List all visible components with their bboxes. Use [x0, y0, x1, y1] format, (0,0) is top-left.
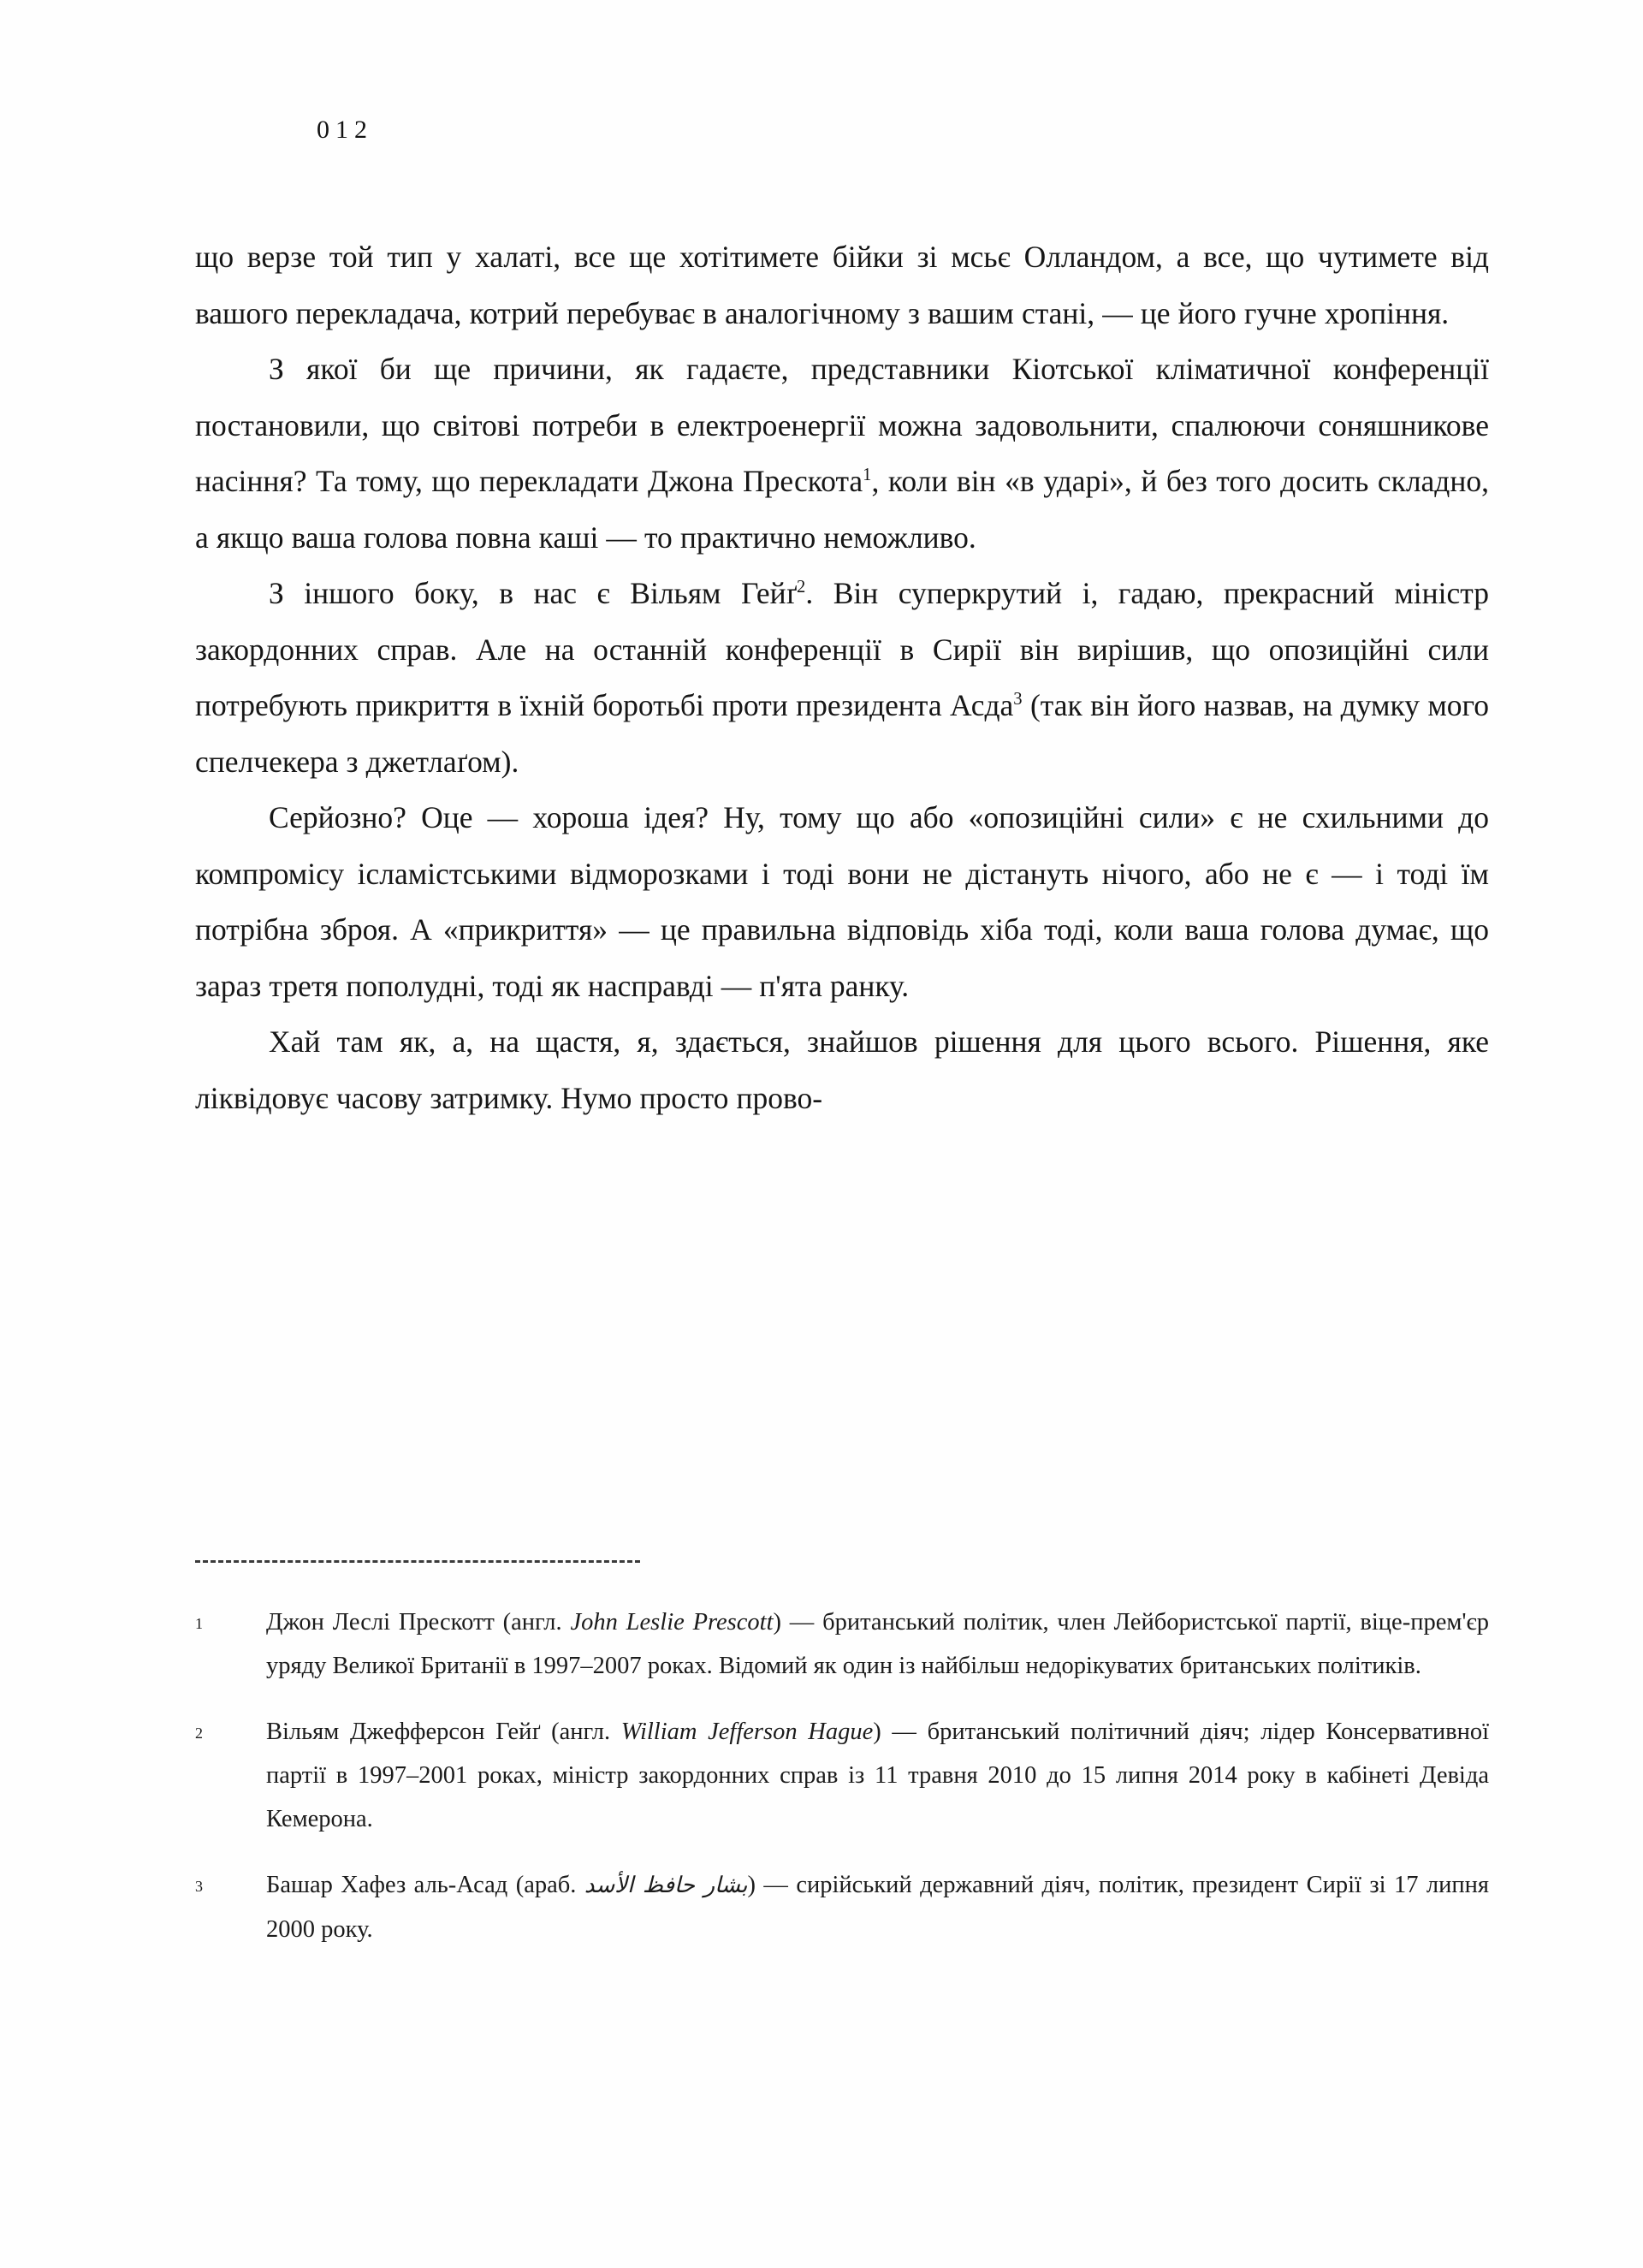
footnote-text-before: Башар Хафез аль-Асад (араб. [266, 1872, 584, 1898]
paragraph-text: що верзе той тип у халаті, все ще хотітимете бійки зі мсьє Олландом, а все, що чутимете від вашого перекладача, котрий перебуває в аналогічному з вашим стані, — це його гучне хропіння. [195, 240, 1489, 330]
paragraph [195, 341, 1489, 566]
footnote-section [195, 1560, 1489, 1951]
footnote-text-before: Джон Леслі Прескотт (англ. [266, 1609, 571, 1636]
page-number: 012 [317, 116, 373, 144]
footnote-text-after: ) — британський політичний діяч; лідер Консервативної партії в 1997–2001 роках, міністр закордонних справ із 11 травня 2010 до 15 липня 2014 року в кабінеті Девіда Кемерона. [266, 1719, 1489, 1832]
footnote-item [195, 1600, 1489, 1688]
footnote-item [195, 1710, 1489, 1841]
paragraph-text: , коли він «в ударі», й без того досить складно, а якщо ваша голова повна каші — то практично неможливо. [195, 464, 1489, 555]
body-text-column [195, 229, 1489, 1126]
paragraph-text: Хай там як, а, на щастя, я, здається, знайшов рішення для цього всього. Рішення, яке ліквідовує часову затримку. Нумо просто прово- [195, 1024, 1489, 1115]
footnote-number: 3 [195, 1878, 203, 1895]
footnote-text-after: ) — британський політик, член Лейбористської партії, віце-прем'єр уряду Великої Британії в 1997–2007 роках. Відомий як один із найбільш недорікуватих британських політиків. [266, 1609, 1489, 1679]
footnote-text-after: ) — сирійський державний діяч, політик, президент Сирії зі 17 липня 2000 року. [266, 1872, 1489, 1943]
paragraph-text: (так він його назвав, на думку мого спелчекера з джетлаґом). [195, 688, 1489, 779]
footnote-arabic-name: بشار حافظ الأسد [584, 1873, 748, 1898]
paragraph-text: З якої би ще причини, як гадаєте, представники Кіотської кліматичної конференції постановили, що світові потреби в електроенергії можна задовольнити, спалюючи соняшникове насіння? Та тому, що перекладати Джона Прескота [195, 352, 1489, 498]
footnote-separator-rule [195, 1560, 640, 1563]
paragraph [195, 566, 1489, 790]
footnote-marker-3[interactable]: 3 [1013, 690, 1023, 709]
footnote-item [195, 1863, 1489, 1951]
paragraph-text: З іншого боку, в нас є Вільям Гейґ [269, 576, 798, 610]
footnote-number: 2 [195, 1725, 203, 1742]
paragraph-text: Серйозно? Оце — хороша ідея? Ну, тому що або «опозиційні сили» є не схильними до компромісу ісламістськими відморозками і тоді вони не дістануть нічого, або не є — і тоді їм потрібна зброя. А «прикриття» — це правильна відповідь хіба тоді, коли ваша голова думає, що зараз третя пополудні, тоді як насправді — п'ята ранку. [195, 800, 1489, 1003]
paragraph [195, 790, 1489, 1014]
footnote-original-name: John Leslie Prescott [570, 1609, 774, 1636]
footnote-original-name: William Jefferson Hague [620, 1719, 874, 1745]
paragraph [195, 1014, 1489, 1126]
footnote-marker-1[interactable]: 1 [863, 466, 872, 485]
footnote-text-before: Вільям Джефферсон Гейґ (англ. [266, 1719, 621, 1745]
footnote-marker-2[interactable]: 2 [797, 578, 806, 597]
footnote-number: 1 [195, 1615, 203, 1632]
paragraph-text: . Він суперкрутий і, гадаю, прекрасний міністр закордонних справ. Але на останній конференції в Сирії він вирішив, що опозиційні сили потребують прикриття в їхній боротьбі проти президента Асда [195, 576, 1489, 722]
paragraph [195, 229, 1489, 341]
